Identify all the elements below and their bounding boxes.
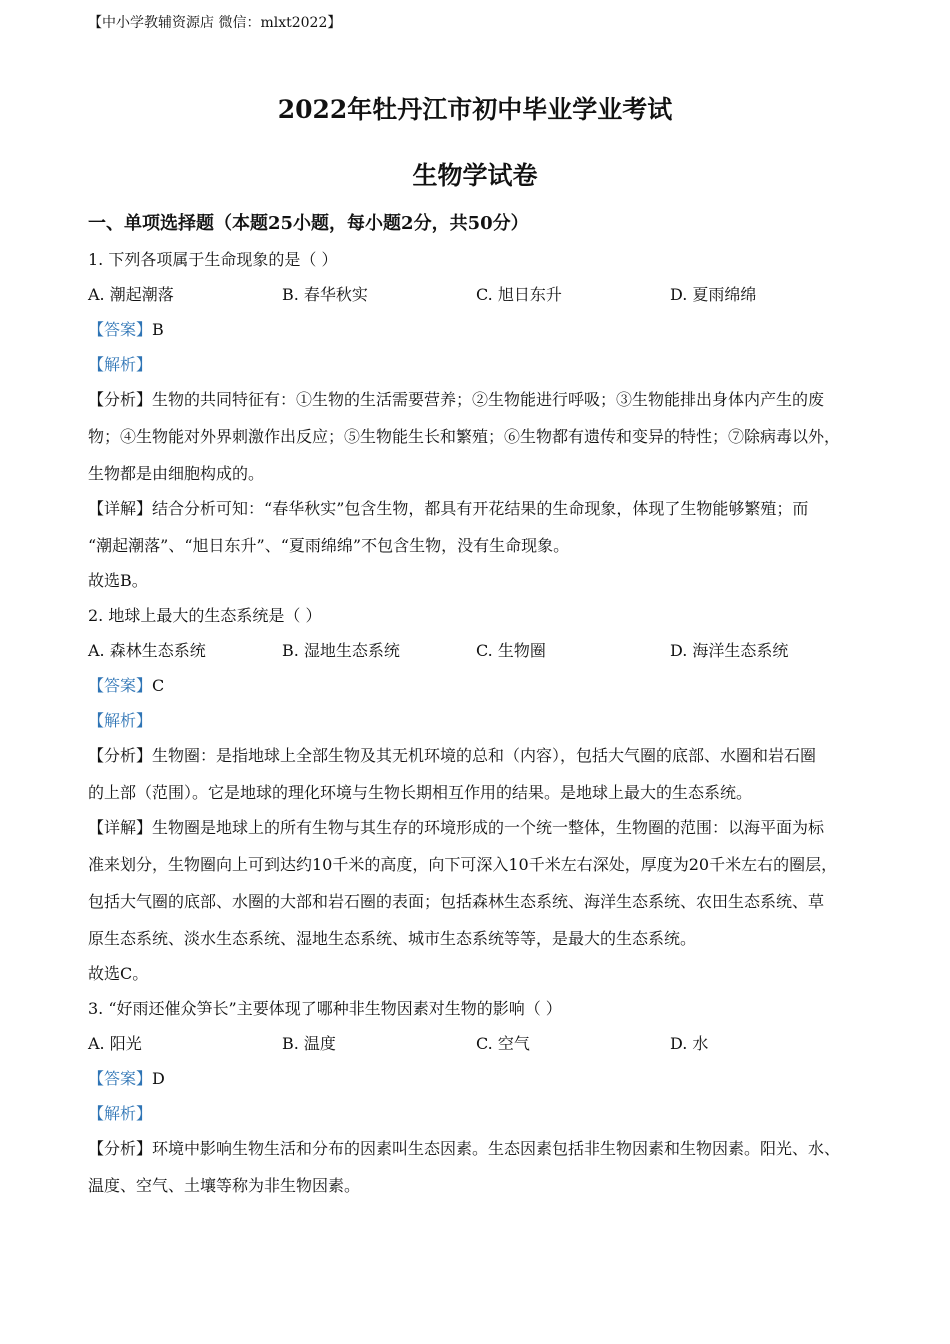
option-d: D. 水: [670, 1034, 709, 1053]
option-d: D. 夏雨绵绵: [670, 285, 757, 304]
question-2-answer: [88, 673, 164, 696]
option-b: B. 温度: [282, 1034, 336, 1053]
xiangjie-text: 结合分析可知：“春华秋实”包含生物，都具有开花结果的生命现象，体现了生物能够繁殖；而: [152, 499, 809, 518]
question-3-fenxi-line: [88, 1136, 840, 1159]
question-2-options: [88, 638, 888, 662]
question-2-xiangjie-line: 包括大气圈的底部、水圈的大部和岩石圈的表面；包括森林生态系统、海洋生态系统、农田生态系统、草: [88, 892, 825, 911]
answer-value: C: [152, 676, 165, 695]
question-2-conclusion: 故选C。: [88, 964, 149, 983]
question-1-xiangjie-line: [88, 496, 808, 519]
question-2-fenxi-line: 的上部（范围）。它是地球的理化环境与生物长期相互作用的结果。是地球上最大的生态系统。: [88, 783, 753, 802]
question-2-fenxi-line: [88, 743, 816, 766]
question-1-fenxi-line: 生物都是由细胞构成的。: [88, 464, 265, 483]
option-c: C. 旭日东升: [476, 285, 562, 304]
exam-subtitle: 生物学试卷: [412, 161, 538, 190]
question-1-stem: 1. 下列各项属于生命现象的是（ ）: [88, 250, 338, 269]
option-b: B. 春华秋实: [282, 285, 368, 304]
fenxi-text: 生物的共同特征有：①生物的生活需要营养；②生物能进行呼吸；③生物能排出身体内产生的废: [152, 390, 825, 409]
analysis-tag: 【解析】: [88, 1104, 153, 1123]
question-3-analysis-tag: [88, 1101, 152, 1124]
option-a: A. 阳光: [88, 1034, 142, 1053]
option-d: D. 海洋生态系统: [670, 641, 789, 660]
xiangjie-tag: 【详解】: [88, 499, 153, 518]
analysis-tag: 【解析】: [88, 355, 153, 374]
question-2-stem: 2. 地球上最大的生态系统是（ ）: [88, 606, 322, 625]
question-2-analysis-tag: [88, 708, 152, 731]
question-3-fenxi-line: 温度、空气、土壤等称为非生物因素。: [88, 1176, 361, 1195]
analysis-tag: 【解析】: [88, 711, 153, 730]
question-1-conclusion: 故选B。: [88, 571, 148, 590]
fenxi-text: 生物圈：是指地球上全部生物及其无机环境的总和（内容），包括大气圈的底部、水圈和岩石圈: [152, 746, 817, 765]
question-1-xiangjie-line: “潮起潮落”、“旭日东升”、“夏雨绵绵”不包含生物，没有生命现象。: [88, 536, 570, 555]
question-1-fenxi-line: [88, 387, 824, 410]
section-heading: 一、单项选择题（本题25小题，每小题2分，共50分）: [88, 213, 529, 234]
question-2-xiangjie-line: 准来划分，生物圈向上可到达约10千米的高度，向下可深入10千米左右深处，厚度为20千米左右的圈层，: [88, 855, 838, 874]
answer-value: B: [152, 320, 164, 339]
option-c: C. 空气: [476, 1034, 530, 1053]
option-a: A. 潮起潮落: [88, 285, 174, 304]
option-c: C. 生物圈: [476, 641, 546, 660]
header-note: 【中小学教辅资源店 微信：mlxt2022】: [88, 15, 342, 31]
question-1-answer: [88, 317, 164, 340]
question-1-analysis-tag: [88, 352, 152, 375]
question-3-answer: [88, 1066, 165, 1089]
answer-tag: 【答案】: [88, 1069, 153, 1088]
xiangjie-text: 生物圈是地球上的所有生物与其生存的环境形成的一个统一整体，生物圈的范围：以海平面为标: [152, 818, 825, 837]
question-2-xiangjie-line: 原生态系统、淡水生态系统、湿地生态系统、城市生态系统等等，是最大的生态系统。: [88, 929, 697, 948]
answer-value: D: [152, 1069, 165, 1088]
fenxi-tag: 【分析】: [88, 746, 153, 765]
option-b: B. 湿地生态系统: [282, 641, 400, 660]
question-3-options: [88, 1031, 888, 1055]
fenxi-text: 环境中影响生物生活和分布的因素叫生态因素。生态因素包括非生物因素和生物因素。阳光、水、: [152, 1139, 841, 1158]
answer-tag: 【答案】: [88, 676, 153, 695]
option-a: A. 森林生态系统: [88, 641, 206, 660]
xiangjie-tag: 【详解】: [88, 818, 153, 837]
fenxi-tag: 【分析】: [88, 390, 153, 409]
question-2-xiangjie-line: [88, 815, 824, 838]
fenxi-tag: 【分析】: [88, 1139, 153, 1158]
question-1-options: [88, 282, 888, 306]
exam-title: 2022年牡丹江市初中毕业学业考试: [277, 95, 673, 124]
question-3-stem: 3. “好雨还催众笋长”主要体现了哪种非生物因素对生物的影响（ ）: [88, 999, 562, 1018]
answer-tag: 【答案】: [88, 320, 153, 339]
question-1-fenxi-line: 物；④生物能对外界刺激作出反应；⑤生物能生长和繁殖；⑥生物都有遗传和变异的特性；⑦除病毒以外，: [88, 427, 841, 446]
